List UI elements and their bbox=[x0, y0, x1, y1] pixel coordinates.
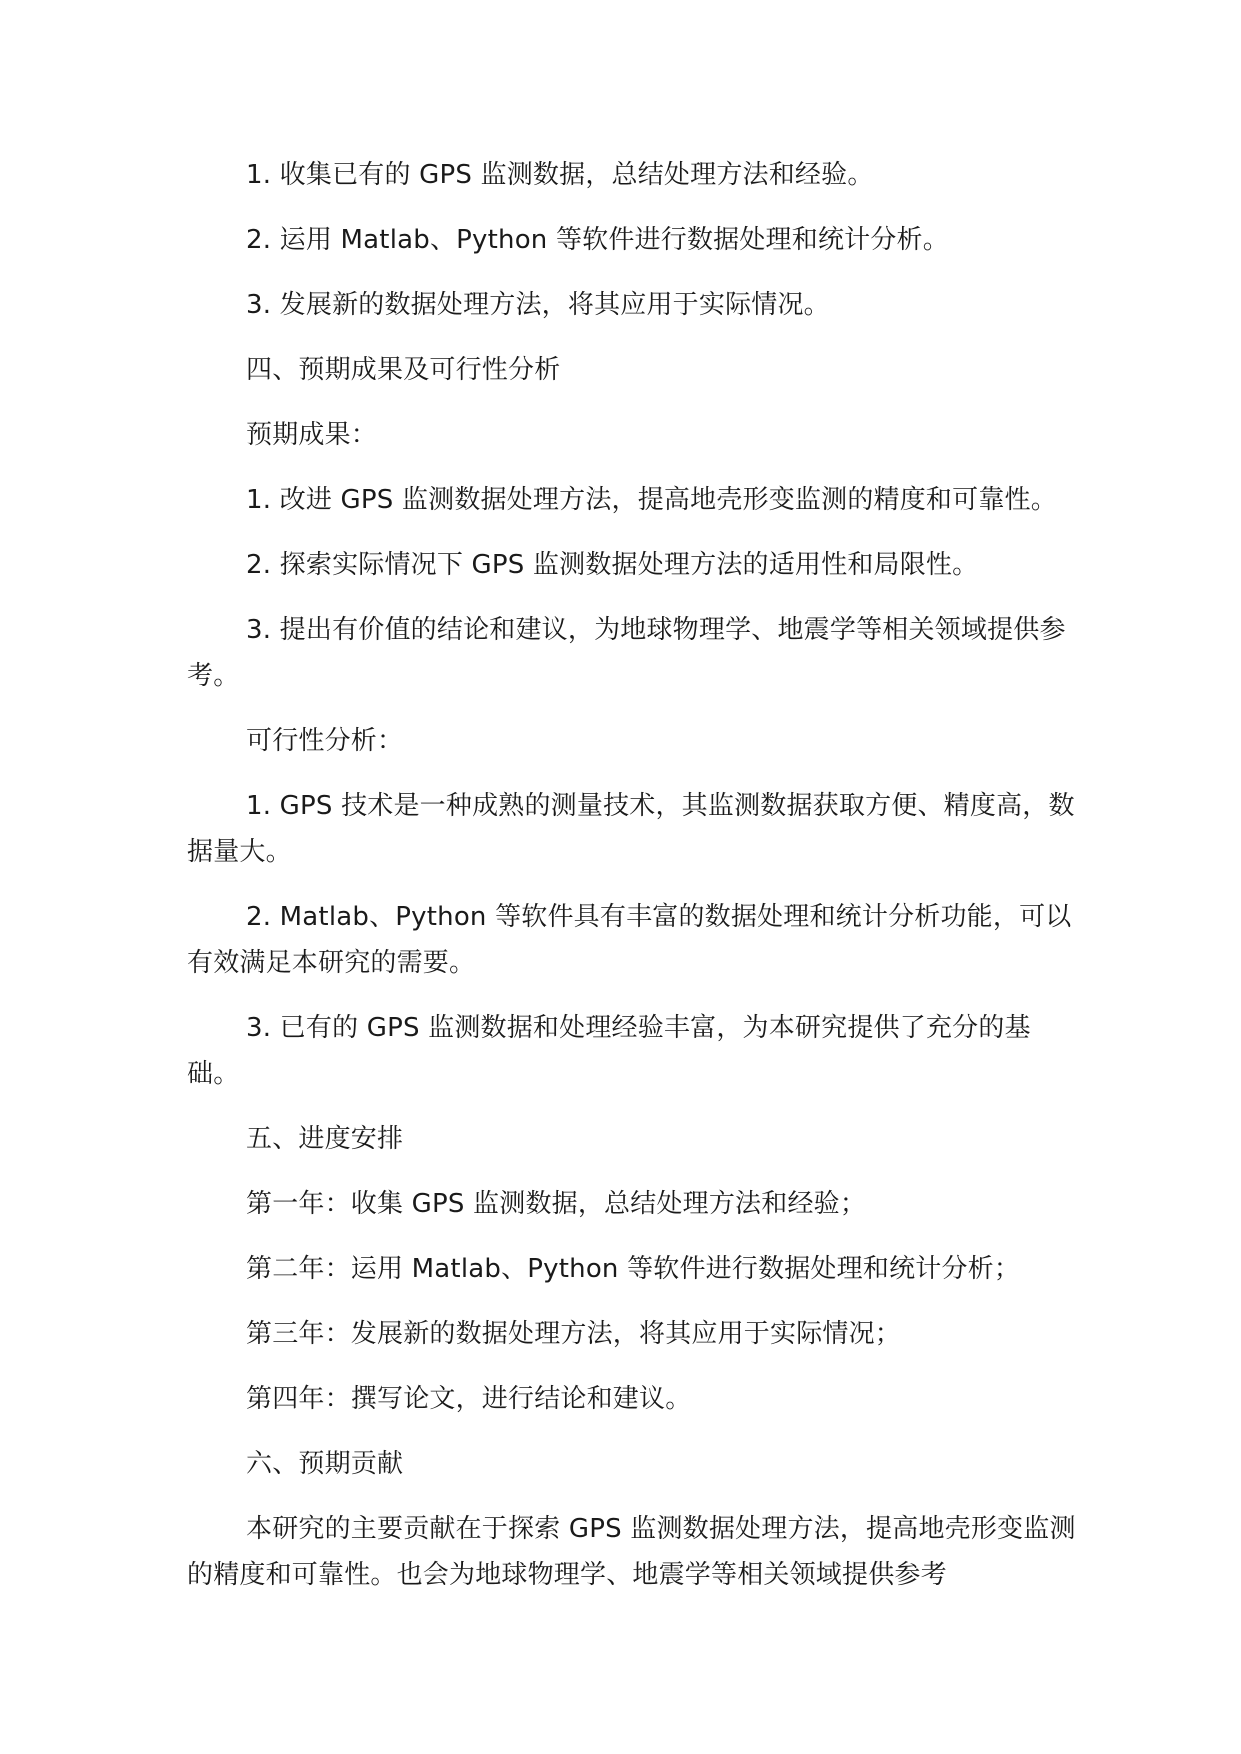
list-item-gps-mature: 1. GPS 技术是一种成熟的测量技术，其监测数据获取方便、精度高，数据量大。 bbox=[187, 791, 1075, 867]
subheading-feasibility: 可行性分析： bbox=[246, 726, 404, 756]
schedule-year-2: 第二年：运用 Matlab、Python 等软件进行数据处理和统计分析； bbox=[246, 1254, 1021, 1284]
list-item-conclusions: 3. 提出有价值的结论和建议，为地球物理学、地震学等相关领域提供参考。 bbox=[187, 615, 1066, 691]
list-item-software-capability: 2. Matlab、Python 等软件具有丰富的数据处理和统计分析功能，可以有效满足本研究的需要。 bbox=[187, 902, 1072, 978]
section-heading-contribution: 六、预期贡献 bbox=[246, 1449, 404, 1479]
schedule-year-4: 第四年：撰写论文，进行结论和建议。 bbox=[246, 1384, 692, 1414]
list-item-software-analysis: 2. 运用 Matlab、Python 等软件进行数据处理和统计分析。 bbox=[246, 225, 949, 255]
list-item-existing-data: 3. 已有的 GPS 监测数据和处理经验丰富，为本研究提供了充分的基础。 bbox=[187, 1013, 1031, 1089]
contribution-paragraph: 本研究的主要贡献在于探索 GPS 监测数据处理方法，提高地壳形变监测的精度和可靠性。也会为地球物理学、地震学等相关领域提供参考 bbox=[187, 1514, 1076, 1590]
list-item-explore-applicability: 2. 探索实际情况下 GPS 监测数据处理方法的适用性和局限性。 bbox=[246, 550, 979, 580]
section-heading-expected-results: 四、预期成果及可行性分析 bbox=[246, 355, 561, 385]
document-body bbox=[187, 152, 1077, 1598]
section-heading-schedule: 五、进度安排 bbox=[246, 1124, 404, 1154]
list-item-improve-methods: 1. 改进 GPS 监测数据处理方法，提高地壳形变监测的精度和可靠性。 bbox=[246, 485, 1057, 515]
schedule-year-1: 第一年：收集 GPS 监测数据，总结处理方法和经验； bbox=[246, 1189, 867, 1219]
subheading-expected-results: 预期成果： bbox=[246, 420, 378, 450]
list-item-new-methods: 3. 发展新的数据处理方法，将其应用于实际情况。 bbox=[246, 290, 830, 320]
list-item-collect-data: 1. 收集已有的 GPS 监测数据，总结处理方法和经验。 bbox=[246, 160, 874, 190]
schedule-year-3: 第三年：发展新的数据处理方法，将其应用于实际情况； bbox=[246, 1319, 902, 1349]
